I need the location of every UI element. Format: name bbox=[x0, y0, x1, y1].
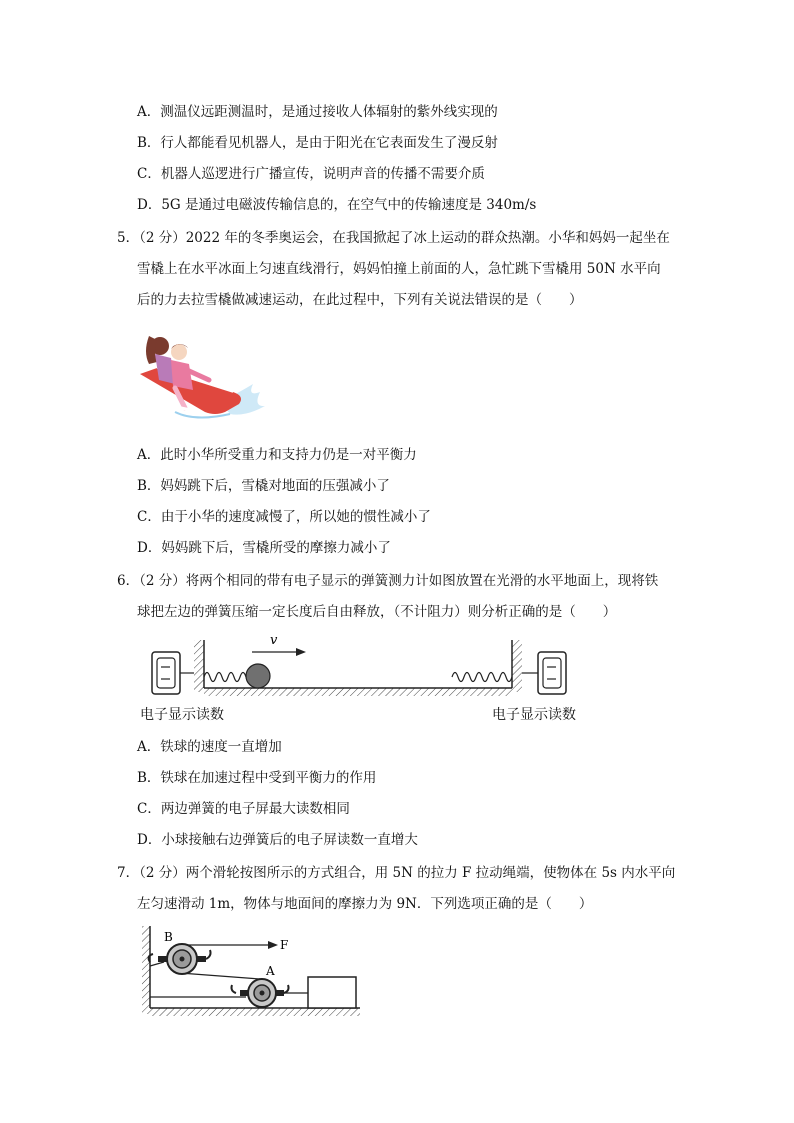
q6-stem-line-2: 球把左边的弹簧压缩一定长度后自由释放，（不计阻力）则分析正确的是（ ） bbox=[137, 604, 617, 620]
block bbox=[308, 977, 356, 1008]
label-a: A bbox=[266, 964, 275, 978]
q5-option-d: D．妈妈跳下后，雪橇所受的摩擦力减小了 bbox=[137, 540, 391, 556]
spring-track-figure bbox=[140, 630, 580, 702]
q6-option-b: B．铁球在加速过程中受到平衡力的作用 bbox=[137, 770, 377, 786]
q4-option-a: A．测温仪远距测温时，是通过接收人体辐射的紫外线实现的 bbox=[137, 104, 498, 120]
right-meter bbox=[538, 652, 566, 694]
q5-stem-line-1: 5．（2 分）2022 年的冬季奥运会，在我国掀起了冰上运动的群众热潮。小华和妈妈一起坐在 bbox=[117, 230, 670, 246]
q5-option-c: C．由于小华的速度减慢了，所以她的惯性减小了 bbox=[137, 509, 431, 525]
q4-option-d: D．5G 是通过电磁波传输信息的，在空气中的传输速度是 340m/s bbox=[137, 197, 537, 213]
q6-option-a: A．铁球的速度一直增加 bbox=[137, 739, 282, 755]
floor-hatch bbox=[204, 688, 512, 696]
left-meter-caption: 电子显示读数 bbox=[140, 707, 224, 723]
rope-middle bbox=[180, 973, 260, 979]
right-wall-hatch bbox=[512, 640, 522, 692]
q6-option-d: D．小球接触右边弹簧后的电子屏读数一直增大 bbox=[137, 832, 418, 848]
wall-hatch bbox=[142, 926, 150, 1014]
pulley-a bbox=[232, 979, 289, 1007]
q4-option-b: B．行人都能看见机器人，是由于阳光在它表面发生了漫反射 bbox=[137, 135, 498, 151]
sled-illustration bbox=[135, 322, 275, 432]
floor-hatch bbox=[150, 1008, 360, 1016]
iron-ball bbox=[246, 664, 270, 688]
q7-stem-line-1: 7．（2 分）两个滑轮按图所示的方式组合，用 5N 的拉力 F 拉动绳端，使物体在 5s 内水平向 bbox=[117, 865, 676, 881]
label-f: F bbox=[280, 938, 289, 952]
q4-option-c: C．机器人巡逻进行广播宣传，说明声音的传播不需要介质 bbox=[137, 166, 485, 182]
right-meter-caption: 电子显示读数 bbox=[492, 707, 576, 723]
q5-stem-line-2: 雪橇上在水平冰面上匀速直线滑行，妈妈怕撞上前面的人，急忙跳下雪橇用 50N 水平向 bbox=[137, 261, 661, 277]
pulley-figure bbox=[140, 922, 365, 1022]
q6-option-c: C．两边弹簧的电子屏最大读数相同 bbox=[137, 801, 350, 817]
q5-option-a: A．此时小华所受重力和支持力仍是一对平衡力 bbox=[137, 447, 417, 463]
q6-stem-line-1: 6．（2 分）将两个相同的带有电子显示的弹簧测力计如图放置在光滑的水平地面上，现将铁 bbox=[117, 573, 659, 589]
q7-stem-line-2: 左匀速滑动 1m，物体与地面间的摩擦力为 9N．下列选项正确的是（ ） bbox=[137, 896, 593, 912]
velocity-label: v bbox=[270, 633, 278, 648]
q5-option-b: B．妈妈跳下后，雪橇对地面的压强减小了 bbox=[137, 478, 390, 494]
pulley-b bbox=[149, 944, 211, 974]
left-wall-hatch bbox=[194, 640, 204, 692]
left-meter bbox=[152, 652, 180, 694]
right-spring bbox=[452, 673, 512, 682]
child-coat bbox=[171, 360, 193, 390]
label-b: B bbox=[164, 930, 173, 944]
q5-stem-line-3: 后的力去拉雪橇做减速运动，在此过程中，下列有关说法错误的是（ ） bbox=[137, 292, 583, 308]
